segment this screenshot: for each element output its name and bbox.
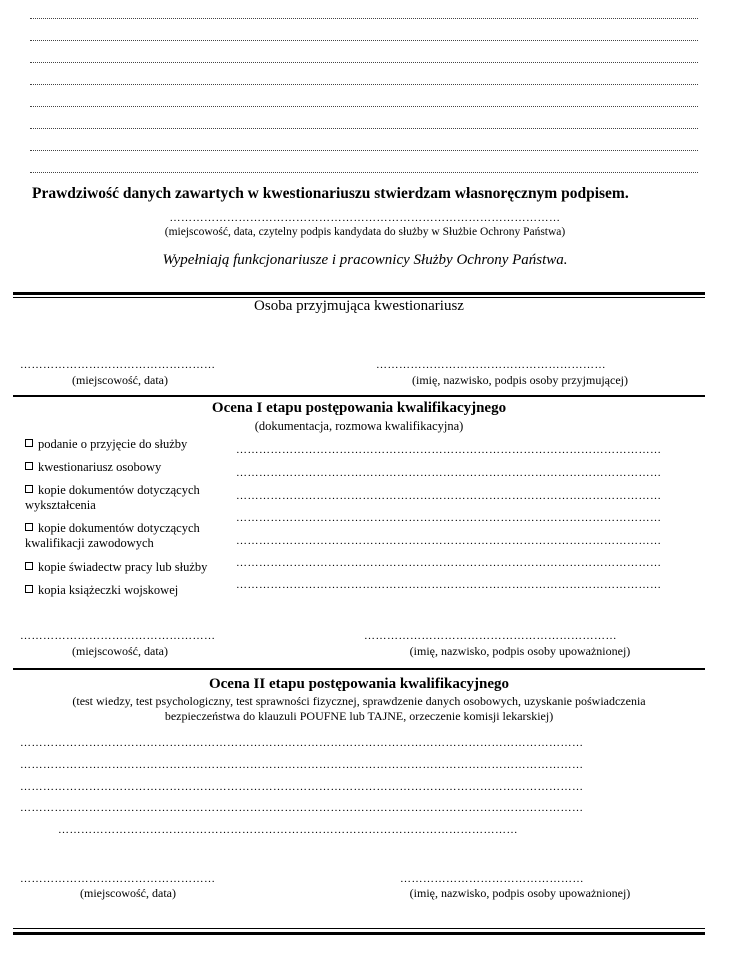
stage1-dots-left: …………………………………………… <box>20 630 216 642</box>
checkbox-icon[interactable] <box>25 585 33 593</box>
section-divider-thin <box>13 928 705 929</box>
answer-line <box>30 62 698 63</box>
stage1-caption-left: (miejscowość, data) <box>72 644 168 658</box>
checkbox-icon[interactable] <box>25 523 33 531</box>
note-line: ………………………………………………………………………………………………… <box>236 512 662 524</box>
answer-line <box>30 106 698 107</box>
signature-caption: (miejscowość, data, czytelny podpis kandydata do służby w Służbie Ochrony Państwa) <box>164 226 566 238</box>
note-line: ………………………………………………………………………………………………… <box>236 535 662 547</box>
checklist-item: kopie dokumentów dotyczących kwalifikacji zawodowych <box>25 521 200 550</box>
checklist-item: kopia książeczki wojskowej <box>25 583 178 598</box>
fill-note: Wypełniają funkcjonariusze i pracownicy Służby Ochrony Państwa. <box>162 252 568 268</box>
note-line: ………………………………………………………………………………………………………………………………… <box>20 802 584 814</box>
receiver-title: Osoba przyjmująca kwestionariusz <box>254 298 464 314</box>
receiver-dots-left: …………………………………………… <box>20 359 216 371</box>
stage2-dots-left: …………………………………………… <box>20 873 216 885</box>
checkbox-icon[interactable] <box>25 462 33 470</box>
stage2-dots-right: ………………………………………… <box>400 873 584 885</box>
note-line: ………………………………………………………………………………………………… <box>236 490 662 502</box>
answer-line <box>30 40 698 41</box>
answer-line <box>30 172 698 173</box>
stage1-dots-right: ………………………………………………………… <box>364 630 617 642</box>
stage1-subtitle: (dokumentacja, rozmowa kwalifikacyjna) <box>254 419 464 433</box>
note-line: ………………………………………………………………………………………………… <box>236 467 662 479</box>
checklist-item: kwestionariusz osobowy <box>25 460 161 475</box>
note-line: ………………………………………………………………………………………………… <box>236 579 662 591</box>
answer-line <box>30 150 698 151</box>
section-divider <box>13 292 705 295</box>
section-divider <box>13 668 705 670</box>
declaration-statement: Prawdziwość danych zawartych w kwestionariuszu stwierdzam własnoręcznym podpisem. <box>32 185 629 202</box>
section-divider <box>13 395 705 397</box>
signature-dots: ………………………………………………………………………………………… <box>169 212 561 224</box>
stage2-subtitle: (test wiedzy, test psychologiczny, test sprawności fizycznej, sprawdzenie danych osobowych, uzyskanie poświadczenia <box>72 694 646 708</box>
receiver-caption-left: (miejscowość, data) <box>72 373 168 387</box>
answer-line <box>30 128 698 129</box>
stage2-subtitle: bezpieczeństwa do klauzuli POUFNE lub TAJNE, orzeczenie komisji lekarskiej) <box>164 709 554 723</box>
stage2-caption-left: (miejscowość, data) <box>80 886 176 900</box>
answer-line <box>30 18 698 19</box>
answer-line <box>30 84 698 85</box>
note-line: ………………………………………………………………………………………………………………………………… <box>20 759 584 771</box>
stage2-title: Ocena II etapu postępowania kwalifikacyjnego <box>208 676 510 692</box>
checkbox-icon[interactable] <box>25 485 33 493</box>
stage1-caption-right: (imię, nazwisko, podpis osoby upoważnionej) <box>409 644 631 658</box>
note-line: ………………………………………………………………………………………………………… <box>58 824 518 836</box>
note-line: ………………………………………………………………………………………………… <box>236 444 662 456</box>
receiver-dots-right: …………………………………………………… <box>376 359 606 371</box>
stage2-caption-right: (imię, nazwisko, podpis osoby upoważnionej) <box>409 886 631 900</box>
checklist-item: kopie świadectw pracy lub służby <box>25 560 207 575</box>
note-line: ………………………………………………………………………………………………………………………………… <box>20 781 584 793</box>
section-divider <box>13 932 705 935</box>
checkbox-icon[interactable] <box>25 439 33 447</box>
note-line: ………………………………………………………………………………………………………………………………… <box>20 737 584 749</box>
stage1-title: Ocena I etapu postępowania kwalifikacyjnego <box>211 400 507 416</box>
checklist-item: kopie dokumentów dotyczących wykształcenia <box>25 483 200 512</box>
receiver-caption-right: (imię, nazwisko, podpis osoby przyjmującej) <box>412 373 628 387</box>
checklist-item: podanie o przyjęcie do służby <box>25 437 187 452</box>
note-line: ………………………………………………………………………………………………… <box>236 557 662 569</box>
checkbox-icon[interactable] <box>25 562 33 570</box>
